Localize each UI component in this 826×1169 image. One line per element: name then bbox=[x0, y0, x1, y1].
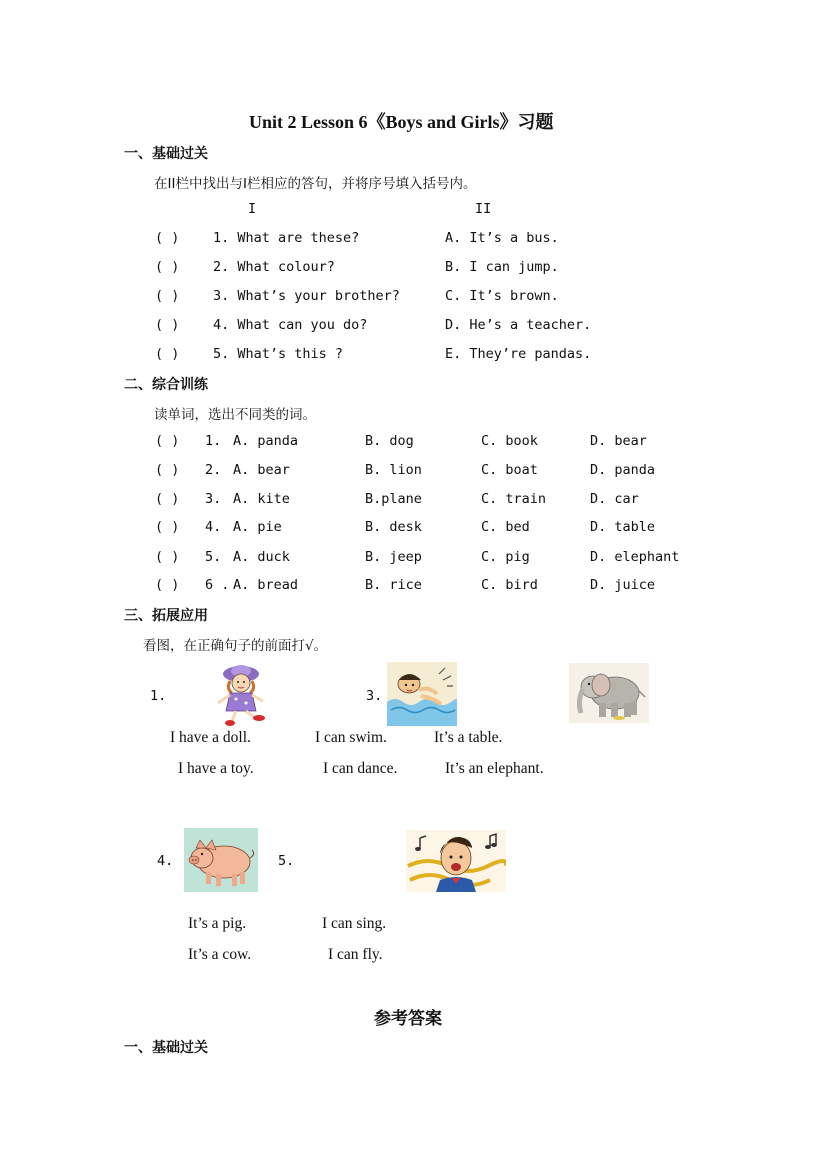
section-3-heading: 三、拓展应用 bbox=[124, 608, 208, 624]
answer-blank[interactable]: ( ) bbox=[155, 549, 180, 565]
answer-blank[interactable]: ( ) bbox=[155, 288, 180, 304]
answer-option: E. They’re pandas. bbox=[445, 346, 592, 362]
picture-number: 3. bbox=[366, 688, 383, 704]
option-c: C. bed bbox=[481, 519, 530, 535]
question-item: 5. What’s this ? bbox=[213, 346, 344, 362]
sentence-option: I can swim. bbox=[315, 729, 387, 746]
elephant-picture bbox=[569, 663, 649, 723]
picture-number: 4. bbox=[157, 853, 174, 869]
picture-number: 5. bbox=[278, 853, 295, 869]
singer-picture bbox=[406, 830, 506, 892]
sentence-option: It’s a pig. bbox=[188, 915, 247, 932]
option-d: D. car bbox=[590, 491, 639, 507]
answer-blank[interactable]: ( ) bbox=[155, 433, 180, 449]
section-2-instruction: 读单词，选出不同类的词。 bbox=[154, 407, 316, 423]
answer-blank[interactable]: ( ) bbox=[155, 519, 180, 535]
question-item: 3. What’s your brother? bbox=[213, 288, 400, 304]
option-b: B. jeep bbox=[365, 549, 422, 565]
option-b: B.plane bbox=[365, 491, 422, 507]
option-d: D. table bbox=[590, 519, 656, 535]
answer-blank[interactable]: ( ) bbox=[155, 462, 180, 478]
answer-option: C. It’s brown. bbox=[445, 288, 559, 304]
answer-key-heading: 参考答案 bbox=[374, 1009, 442, 1029]
option-a: A. pie bbox=[233, 519, 282, 535]
answer-blank[interactable]: ( ) bbox=[155, 577, 180, 593]
answer-option: D. He’s a teacher. bbox=[445, 317, 592, 333]
item-number: 1. bbox=[205, 433, 222, 449]
option-d: D. panda bbox=[590, 462, 656, 478]
option-b: B. desk bbox=[365, 519, 422, 535]
sentence-option: I can dance. bbox=[323, 760, 398, 777]
option-c: C. bird bbox=[481, 577, 538, 593]
option-c: C. train bbox=[481, 491, 547, 507]
item-number: 4. bbox=[205, 519, 222, 535]
option-b: B. lion bbox=[365, 462, 422, 478]
section-2-heading: 二、综合训练 bbox=[124, 377, 208, 393]
answer-blank[interactable]: ( ) bbox=[155, 317, 180, 333]
sentence-option: It’s an elephant. bbox=[445, 760, 544, 777]
doll-picture bbox=[208, 663, 278, 727]
answer-blank[interactable]: ( ) bbox=[155, 346, 180, 362]
item-number: 6 . bbox=[205, 577, 230, 593]
option-a: A. kite bbox=[233, 491, 290, 507]
sentence-option: It’s a cow. bbox=[188, 946, 252, 963]
option-d: D. bear bbox=[590, 433, 647, 449]
answer-option: B. I can jump. bbox=[445, 259, 559, 275]
question-item: 1. What are these? bbox=[213, 230, 360, 246]
section-3-instruction: 看图，在正确句子的前面打√。 bbox=[143, 638, 328, 654]
option-d: D. elephant bbox=[590, 549, 680, 565]
section-1-heading: 一、基础过关 bbox=[124, 146, 208, 162]
sentence-option: I have a doll. bbox=[170, 729, 251, 746]
swimmer-picture bbox=[387, 662, 457, 726]
option-a: A. bear bbox=[233, 462, 290, 478]
column-2-header: II bbox=[475, 201, 492, 217]
pig-picture bbox=[184, 828, 258, 892]
section-1-instruction: 在II栏中找出与I栏相应的答句，并将序号填入括号内。 bbox=[154, 176, 477, 192]
option-c: C. book bbox=[481, 433, 538, 449]
option-a: A. bread bbox=[233, 577, 299, 593]
answer-section-1-heading: 一、基础过关 bbox=[124, 1040, 208, 1056]
picture-number: 1. bbox=[150, 688, 167, 704]
option-a: A. duck bbox=[233, 549, 290, 565]
question-item: 2. What colour? bbox=[213, 259, 335, 275]
option-a: A. panda bbox=[233, 433, 299, 449]
option-c: C. boat bbox=[481, 462, 538, 478]
sentence-option: I can fly. bbox=[328, 946, 383, 963]
item-number: 5. bbox=[205, 549, 222, 565]
sentence-option: It’s a table. bbox=[434, 729, 503, 746]
answer-blank[interactable]: ( ) bbox=[155, 259, 180, 275]
option-b: B. rice bbox=[365, 577, 422, 593]
answer-blank[interactable]: ( ) bbox=[155, 230, 180, 246]
answer-option: A. It’s a bus. bbox=[445, 230, 559, 246]
option-c: C. pig bbox=[481, 549, 530, 565]
sentence-option: I have a toy. bbox=[178, 760, 254, 777]
sentence-option: I can sing. bbox=[322, 915, 387, 932]
page-title: Unit 2 Lesson 6《Boys and Girls》习题 bbox=[249, 112, 554, 132]
option-d: D. juice bbox=[590, 577, 656, 593]
option-b: B. dog bbox=[365, 433, 414, 449]
question-item: 4. What can you do? bbox=[213, 317, 368, 333]
answer-blank[interactable]: ( ) bbox=[155, 491, 180, 507]
item-number: 3. bbox=[205, 491, 222, 507]
column-1-header: I bbox=[248, 201, 257, 217]
item-number: 2. bbox=[205, 462, 222, 478]
